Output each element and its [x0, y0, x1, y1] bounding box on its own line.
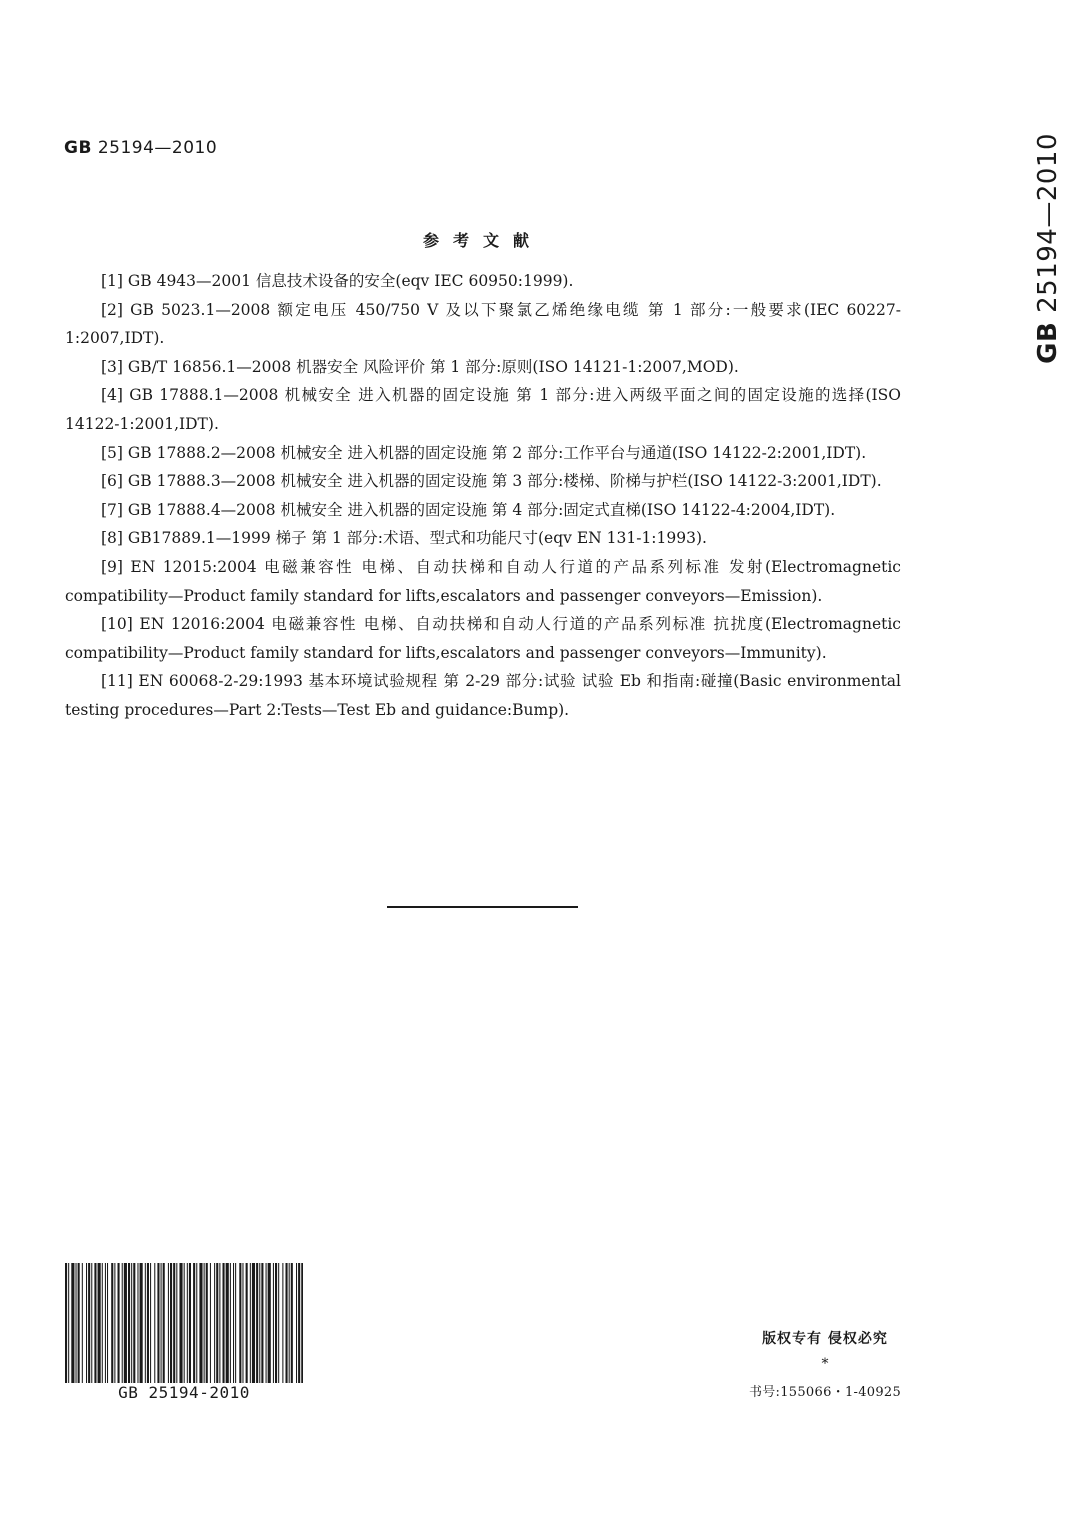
barcode-bar [261, 1263, 263, 1383]
barcode-bar [193, 1263, 195, 1383]
barcode-bar [179, 1263, 182, 1383]
barcode-bar [216, 1263, 218, 1383]
barcode-bar [256, 1263, 258, 1383]
barcode-bar [68, 1263, 69, 1383]
barcode-bar [168, 1263, 169, 1383]
barcode-bar [78, 1263, 80, 1383]
barcode-bar [147, 1263, 149, 1383]
barcode-bar [133, 1263, 135, 1383]
separator-star: * [821, 1356, 829, 1372]
barcode-bar [235, 1263, 236, 1383]
barcode-bar [154, 1263, 155, 1383]
barcode-bar [122, 1263, 123, 1383]
reference-item: [1] GB 4943—2001 信息技术设备的安全(eqv IEC 60950:1999). [101, 272, 574, 290]
barcode-bar [94, 1263, 96, 1383]
barcode-bar [250, 1263, 251, 1383]
barcode-bar [266, 1263, 267, 1383]
barcode-bar [223, 1263, 225, 1383]
reference-item: [9] EN 12015:2004 电磁兼容性 电梯、自动扶梯和自动人行道的产品系列标准 发射(Electromagnetic compatibility—Product family standard for lifts,escalators and passenger conveyors—Emission). [65, 557, 901, 605]
barcode-bar [199, 1263, 202, 1383]
barcode-bar [282, 1263, 283, 1383]
reference-item: [11] EN 60068-2-29:1993 基本环境试验规程 第 2-29 部分:试验 试验 Eb 和指南:碰撞(Basic environmental testing procedures—Part 2:Tests—Test Eb and guidance:Bump). [65, 672, 901, 719]
barcode-bar [161, 1263, 162, 1383]
barcode-image [65, 1263, 303, 1383]
barcode-bar [184, 1263, 185, 1383]
barcode-bar [98, 1263, 101, 1383]
reference-item: [10] EN 12016:2004 电磁兼容性 电梯、自动扶梯和自动人行道的产品系列标准 抗扰度(Electromagnetic compatibility—Product family standard for lifts,escalators and passenger conveyors—Immunity). [65, 615, 901, 662]
barcode-bar [82, 1263, 83, 1383]
reference-item: [5] GB 17888.2—2008 机械安全 进入机器的固定设施 第 2 部分:工作平台与通道(ISO 14122-2:2001,IDT). [101, 443, 867, 462]
barcode-bar [239, 1263, 241, 1383]
barcode-bar [291, 1263, 293, 1383]
barcode-bar [233, 1263, 234, 1383]
barcode-bar [91, 1263, 92, 1383]
barcode-bar [278, 1263, 279, 1383]
barcode-bar [286, 1263, 288, 1383]
barcode-bar [275, 1263, 277, 1383]
barcode-bar [268, 1263, 271, 1383]
barcode-bar [196, 1263, 197, 1383]
barcode-bar [301, 1263, 303, 1383]
reference-item: [6] GB 17888.3—2008 机械安全 进入机器的固定设施 第 3 部分:楼梯、阶梯与护栏(ISO 14122-3:2001,IDT). [101, 472, 882, 491]
barcode-bar [105, 1263, 106, 1383]
barcode-bar [76, 1263, 77, 1383]
reference-item: [4] GB 17888.1—2008 机械安全 进入机器的固定设施 第 1 部分:进入两级平面之间的固定设施的选择(ISO 14122-1:2001,IDT). [65, 386, 901, 433]
end-rule [387, 906, 578, 908]
book-number: 书号:155066・1-40925 [748, 1385, 902, 1400]
barcode-bar [118, 1263, 120, 1383]
side-code-prefix: GB [1033, 321, 1063, 364]
barcode-bar [219, 1263, 220, 1383]
reference-item: [2] GB 5023.1—2008 额定电压 450/750 V 及以下聚氯乙烯绝缘电缆 第 1 部分:一般要求(IEC 60227-1:2007,IDT). [65, 300, 901, 348]
barcode-number: GB 25194-2010 [118, 1383, 250, 1402]
barcode-bar [252, 1263, 255, 1383]
barcode-bar [273, 1263, 274, 1383]
barcode-bar [163, 1263, 165, 1383]
barcode-bar [226, 1263, 229, 1383]
barcode-bar [246, 1263, 248, 1383]
barcode-bar [65, 1263, 67, 1383]
barcode-bar [124, 1263, 127, 1383]
barcode-bar [86, 1263, 87, 1383]
barcode-bar [176, 1263, 177, 1383]
standard-code-side-label [1033, 133, 1063, 364]
section-title: 参考文献 [422, 231, 543, 250]
barcode-bar [210, 1263, 211, 1383]
copyright-notice: 版权专有 侵权必究 [762, 1331, 888, 1347]
barcode-bar [298, 1263, 300, 1383]
reference-list [65, 267, 901, 725]
barcode-bar [296, 1263, 297, 1383]
barcode-bar [131, 1263, 132, 1383]
barcode-bar [259, 1263, 260, 1383]
barcode-bar [102, 1263, 103, 1383]
barcode-bar [242, 1263, 243, 1383]
barcode-bar [137, 1263, 138, 1383]
barcode-bar [289, 1263, 290, 1383]
reference-item: [3] GB/T 16856.1—2008 机器安全 风险评价 第 1 部分:原则(ISO 14121-1:2007,MOD). [101, 357, 739, 376]
side-code-number: 25194—2010 [1033, 133, 1063, 313]
code-prefix: GB [64, 138, 92, 158]
standard-code-header [64, 138, 217, 158]
barcode-bar [206, 1263, 208, 1383]
barcode-bar [204, 1263, 205, 1383]
barcode-bar [145, 1263, 146, 1383]
barcode-bar [173, 1263, 175, 1383]
barcode-bar [187, 1263, 188, 1383]
reference-item: [8] GB17889.1—1999 梯子 第 1 部分:术语、型式和功能尺寸(eqv EN 131-1:1993). [101, 529, 707, 548]
barcode-bar [230, 1263, 231, 1383]
barcode-bar [111, 1263, 113, 1383]
code-number: 25194—2010 [97, 138, 218, 158]
reference-item: [7] GB 17888.4—2008 机械安全 进入机器的固定设施 第 4 部分:固定式直梯(ISO 14122-4:2004,IDT). [101, 500, 836, 519]
barcode-bar [71, 1263, 74, 1383]
barcode-bar [128, 1263, 130, 1383]
barcode-bar [214, 1263, 215, 1383]
barcode-bar [107, 1263, 108, 1383]
barcode-bar [88, 1263, 90, 1383]
barcode-bar [140, 1263, 143, 1383]
barcode-bar [157, 1263, 159, 1383]
barcode-bar [170, 1263, 172, 1383]
barcode-bar [150, 1263, 151, 1383]
barcode-bar [114, 1263, 115, 1383]
barcode-bar [189, 1263, 191, 1383]
